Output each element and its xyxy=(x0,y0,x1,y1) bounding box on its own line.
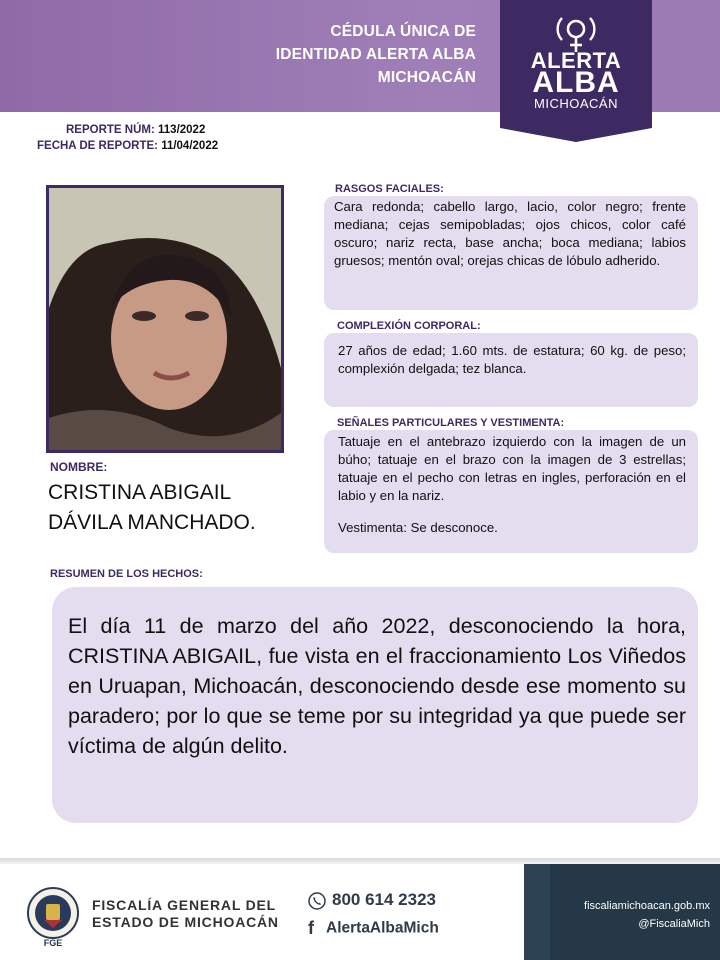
document-title: CÉDULA ÚNICA DE IDENTIDAD ALERTA ALBA MICHOACÁN xyxy=(275,23,476,86)
person-photo xyxy=(46,185,284,453)
report-date-label: FECHA DE REPORTE: xyxy=(37,140,158,152)
facial-features-label: RASGOS FACIALES: xyxy=(335,183,444,195)
report-date-value: 11/04/2022 xyxy=(161,140,219,152)
summary-label: RESUMEN DE LOS HECHOS: xyxy=(50,568,203,580)
alerta-alba-badge xyxy=(500,0,652,128)
facebook-contact xyxy=(308,918,439,939)
body-complexion-label: COMPLEXIÓN CORPORAL: xyxy=(337,320,481,332)
facebook-handle: AlertaAlbaMich xyxy=(326,919,439,937)
marks-text: Tatuaje en el antebrazo izquierdo con la imagen de un búho; tatuaje en el brazo con la imagen de 3 estrellas; tatuaje en el pecho con letras en ingles, perforación en el labio y en la nariz. xyxy=(338,434,686,503)
phone-icon xyxy=(308,892,326,910)
footer-strip xyxy=(524,864,550,960)
phone-contact xyxy=(308,890,436,910)
fiscalia-name: FISCALÍA GENERAL DEL ESTADO DE MICHOACÁN xyxy=(92,897,279,930)
clothing-text: Vestimenta: Se desconoce. xyxy=(338,520,498,535)
person-photo-placeholder xyxy=(49,188,281,450)
marks-clothing-label: SEÑALES PARTICULARES Y VESTIMENTA: xyxy=(337,417,565,429)
report-number-value: 113/2022 xyxy=(158,124,206,136)
body-complexion-box xyxy=(324,333,698,407)
report-number-label: REPORTE NÚM: xyxy=(66,124,155,136)
fge-logo-text: FGE xyxy=(43,938,63,948)
web-contacts xyxy=(560,897,710,933)
person-name: CRISTINA ABIGAIL DÁVILA MANCHADO. xyxy=(48,481,256,534)
report-number-row xyxy=(66,124,205,136)
summary-text: El día 11 de marzo del año 2022, desconociendo la hora, CRISTINA ABIGAIL, fue vista en el fraccionamiento Los Viñedos en Uruapan, Michoacán, desconociendo desde ese momento su paradero; por lo que se teme por su integridad ya que puede ser víctima de algún delito. xyxy=(68,614,686,758)
badge-word-michoacan: MICHOACÁN xyxy=(534,96,618,111)
phone-number: 800 614 2323 xyxy=(332,890,436,909)
fge-seal-icon xyxy=(26,886,80,940)
marks-clothing-box xyxy=(324,430,698,553)
website-link[interactable]: fiscaliamichoacan.gob.mx xyxy=(584,900,710,912)
summary-box xyxy=(52,587,698,823)
body-complexion-text: 27 años de edad; 1.60 mts. de estatura; 60 kg. de peso; complexión delgada; tez blanca. xyxy=(338,343,686,376)
facial-features-box xyxy=(324,196,698,310)
facial-features-text: Cara redonda; cabello largo, lacio, color negro; frente mediana; cejas semipobladas; ojos chicos, color café oscuro; nariz recta, base ancha; boca mediana; labios gruesos; mentón oval; orejas chicas de lóbulo adherido. xyxy=(334,199,686,268)
name-label: NOMBRE: xyxy=(50,460,108,474)
facebook-icon: f xyxy=(308,918,314,938)
badge-word-alba: ALBA xyxy=(532,66,620,99)
badge-word-alerta: ALERTA xyxy=(530,48,622,73)
twitter-handle[interactable]: @FiscaliaMich xyxy=(638,918,710,930)
report-date-row xyxy=(37,140,218,152)
